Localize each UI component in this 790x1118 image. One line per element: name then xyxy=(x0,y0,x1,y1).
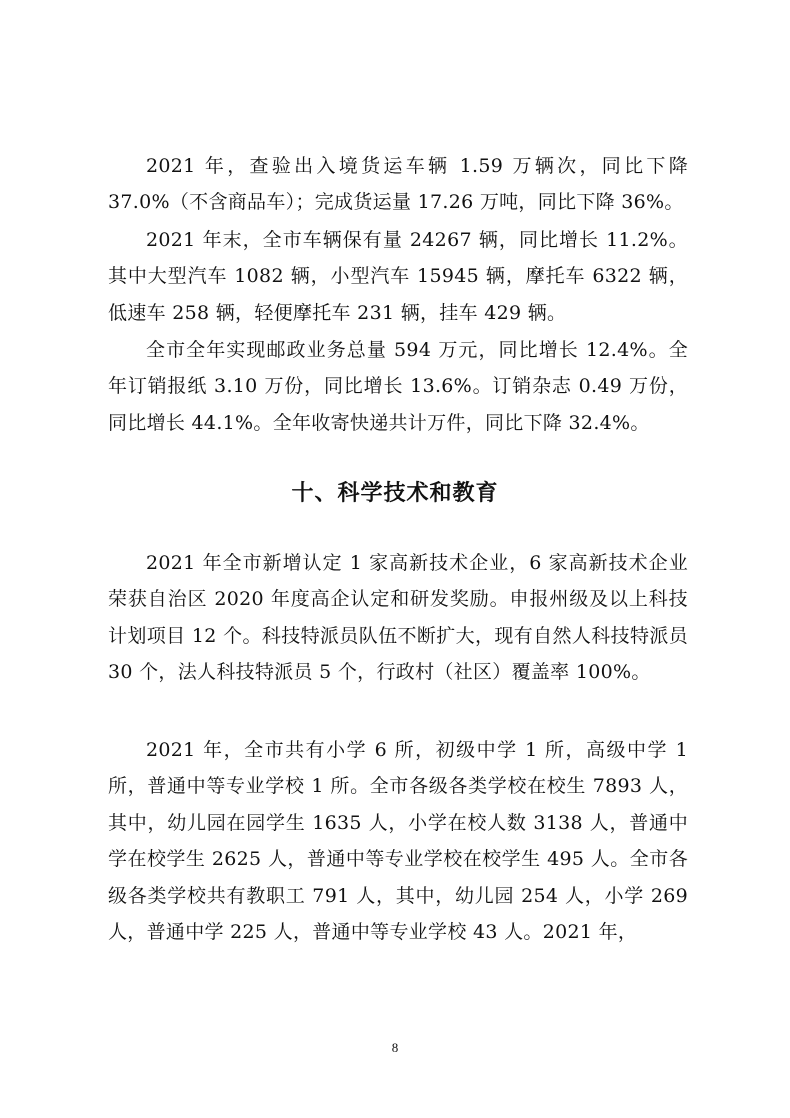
paragraph-postal: 全市全年实现邮政业务总量 594 万元，同比增长 12.4%。全年订销报纸 3.10 万份，同比增长 13.6%。订销杂志 0.49 万份，同比增长 44.1%。全年收寄快递共计万件，同比下降 32.4%。 xyxy=(108,339,688,434)
page-number: 8 xyxy=(391,1040,399,1055)
paragraph-vehicles: 2021 年末，全市车辆保有量 24267 辆，同比增长 11.2%。其中大型汽车 1082 辆，小型汽车 15945 辆，摩托车 6322 辆，低速车 258 辆，轻便摩托车 231 辆，挂车 429 辆。 xyxy=(108,229,688,324)
paragraph-education: 2021 年，全市共有小学 6 所，初级中学 1 所，高级中学 1 所，普通中等专业学校 1 所。全市各级各类学校在校生 7893 人，其中，幼儿园在园学生 1635 人，小学在校人数 3138 人，普通中学在校学生 2625 人，普通中等专业学校在校学生 495 人。全市各级各类学校共有教职工 791 人，其中，幼儿园 254 人，小学 269 人，普通中学 225 人，普通中等专业学校 43 人。2021 年， xyxy=(108,739,688,944)
section-heading: 十、科学技术和教育 xyxy=(291,481,499,506)
paragraph-freight: 2021 年，查验出入境货运车辆 1.59 万辆次，同比下降 37.0%（不含商品车）；完成货运量 17.26 万吨，同比下降 36%。 xyxy=(108,155,688,214)
paragraph-science: 2021 年全市新增认定 1 家高新技术企业，6 家高新技术企业荣获自治区 2020 年度高企认定和研发奖励。申报州级及以上科技计划项目 12 个。科技特派员队伍不断扩大，现有自然人科技特派员 30 个，法人科技特派员 5 个，行政村（社区）覆盖率 100%。 xyxy=(108,552,688,684)
